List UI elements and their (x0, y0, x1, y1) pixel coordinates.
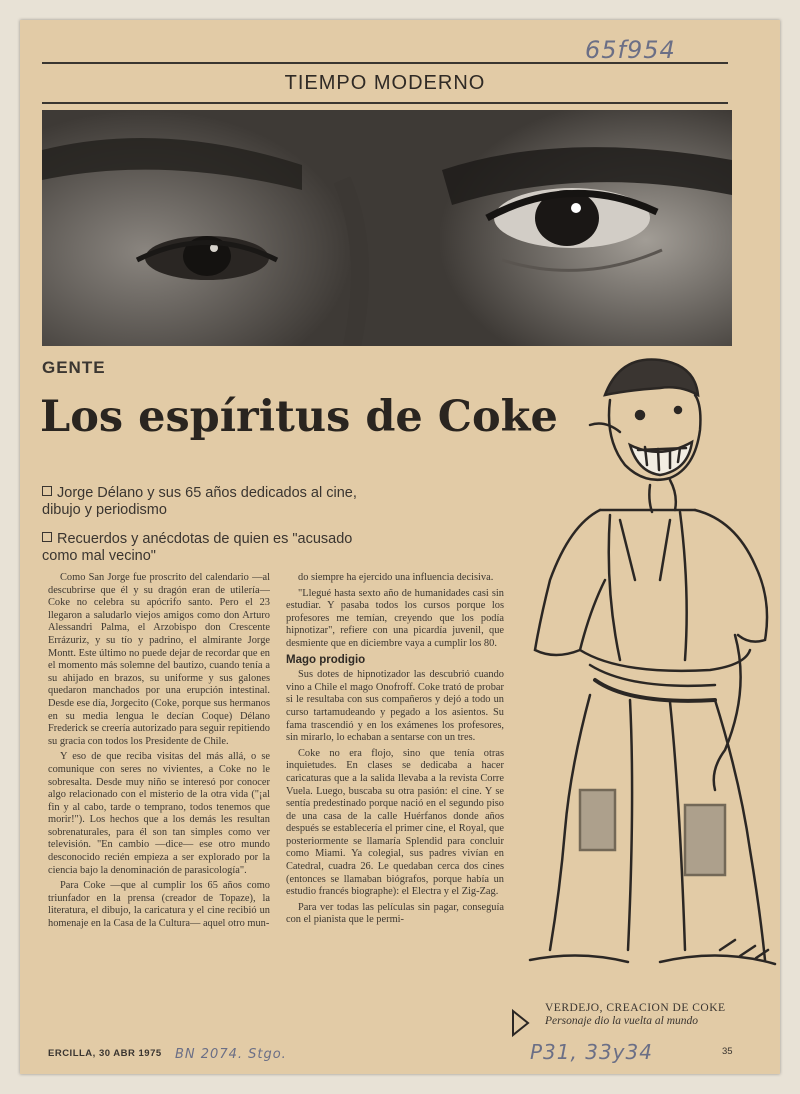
paragraph: do siempre ha ejercido una influencia decisiva. (298, 572, 494, 583)
article-subhead: Mago prodigio (286, 653, 366, 666)
paragraph: Y eso de que reciba visitas del más allá, o se comunique con seres no vivientes, a Coke no le sobresalta. Desde muy niño se interesó por conocer algo relacionado con el misterio de la otra vida ("¡al fin y al cabo, tarde o temprano, todos tenemos que morir!"). Los hechos que a los demás les resultan sobrenaturales, para él son tan simples como ver televisión. "En cambio —dice— ese otro mundo desconocido recién empieza a ser explorado por la ciencia bajo la denominación de parasicología". (48, 751, 270, 876)
deck-item (42, 531, 372, 565)
page-number: 35 (722, 1046, 733, 1057)
eyes-photo (42, 110, 732, 346)
paragraph: "Llegué hasta sexto año de humanidades casi sin estudiar. Y pasaba todos los cursos porque los profesores me temían, creyendo que los podía hipnotizar", refiere con una picardía juvenil, que desmiente que en diciembre vaya a cumplir los 80. (286, 587, 504, 649)
square-bullet-icon (42, 486, 52, 496)
paragraph: Sus dotes de hipnotizador las descubrió cuando vino a Chile el mago Onofroff. Coke trató de probar si le resultaba con sus compañeros y dejó a todo un curso tartamudeando y pegado a los asientos. Su fama trascendió y en los exámenes los profesores, sin mirarlo, lo echaban a sentarse con un tres. (286, 669, 504, 744)
square-bullet-icon (42, 532, 52, 542)
section-header (42, 62, 728, 104)
deck-item (42, 485, 372, 519)
handwritten-footer-note: BN 2074. Stgo. (175, 1047, 287, 1062)
section-kicker: GENTE (42, 358, 106, 377)
caption-title: VERDEJO, CREACION DE COKE (545, 1002, 726, 1014)
deck-text: Recuerdos y anécdotas de quien es "acusado como mal vecino" (42, 531, 353, 564)
verdejo-caricature (510, 350, 780, 990)
article-headline: Los espíritus de Coke (40, 392, 558, 442)
publication-source: ERCILLA, 30 ABR 1975 (48, 1048, 162, 1059)
paragraph: Como San Jorge fue proscrito del calendario —al descubrirse que él y su dragón eran de utilería— Coke no celebra su apócrifo santo. Pero el 23 llegaron a saludarlo viejos amigos como don Arturo Alessandri Palma, el Arzobispo don Crescente Errázuriz, y su tío y padrino, el almirante Jorge Montt. Este último no puede dejar de recordar que en el momento más solemne del bautizo, cuando tenía a su ahijado en brazos, su uniforme y sus galones quedaron manchados por una erupción intestinal. Desde ese día, Jorgecito (Coke, porque sus hermanos en su media lengua le decían Coque) Délano Frederick se creería autorizado para seguir repitiendo su gracia con todos los Presidente de Chile. (48, 572, 270, 747)
handwritten-page-reference: P31, 33y34 (530, 1040, 653, 1064)
illustration-caption (545, 1002, 770, 1028)
verdejo-drawing (510, 350, 780, 990)
paragraph: Coke no era flojo, sino que tenía otras inquietudes. En clases se dedicaba a hacer caricaturas que a la salida llevaba a la revista Corre Vuela. Luego, buscaba su otra pasión: el cine. Y se sentía predestinado porque nació en el segundo piso de una casa de la calle Huérfanos donde años después se establecería el primer cine, el Royal, que posteriormente se llamaría Splendid para concluir como Miami. Ya colegial, sus padres vivían en Catedral, cuadra 26. Le quedaban cerca dos cines (entonces se llamaban biógrafos, porque había un estudio francés biographe): el Electra y el Zig-Zag. (286, 747, 504, 898)
deck-text: Jorge Délano y sus 65 años dedicados al cine, dibujo y periodismo (42, 485, 357, 518)
paragraph: Para Coke —que al cumplir los 65 años como triunfador en la prensa (creador de Topaze), la literatura, el dibujo, la caricatura y el cine recibió un homenaje en la Casa de la Cultura— aquel otro mun- (48, 880, 270, 930)
section-title: TIEMPO MODERNO (267, 72, 504, 95)
caption-arrow-icon (510, 1008, 532, 1038)
handwritten-catalog-number: 65f954 (585, 36, 676, 64)
eyes-photo-graphic (42, 110, 732, 346)
article-column-2 (286, 572, 504, 1037)
caption-subtitle: Personaje dio la vuelta al mundo (545, 1015, 698, 1027)
article-column-1 (48, 572, 270, 1037)
paragraph: Para ver todas las películas sin pagar, conseguía con el pianista que le permi- (286, 901, 504, 926)
